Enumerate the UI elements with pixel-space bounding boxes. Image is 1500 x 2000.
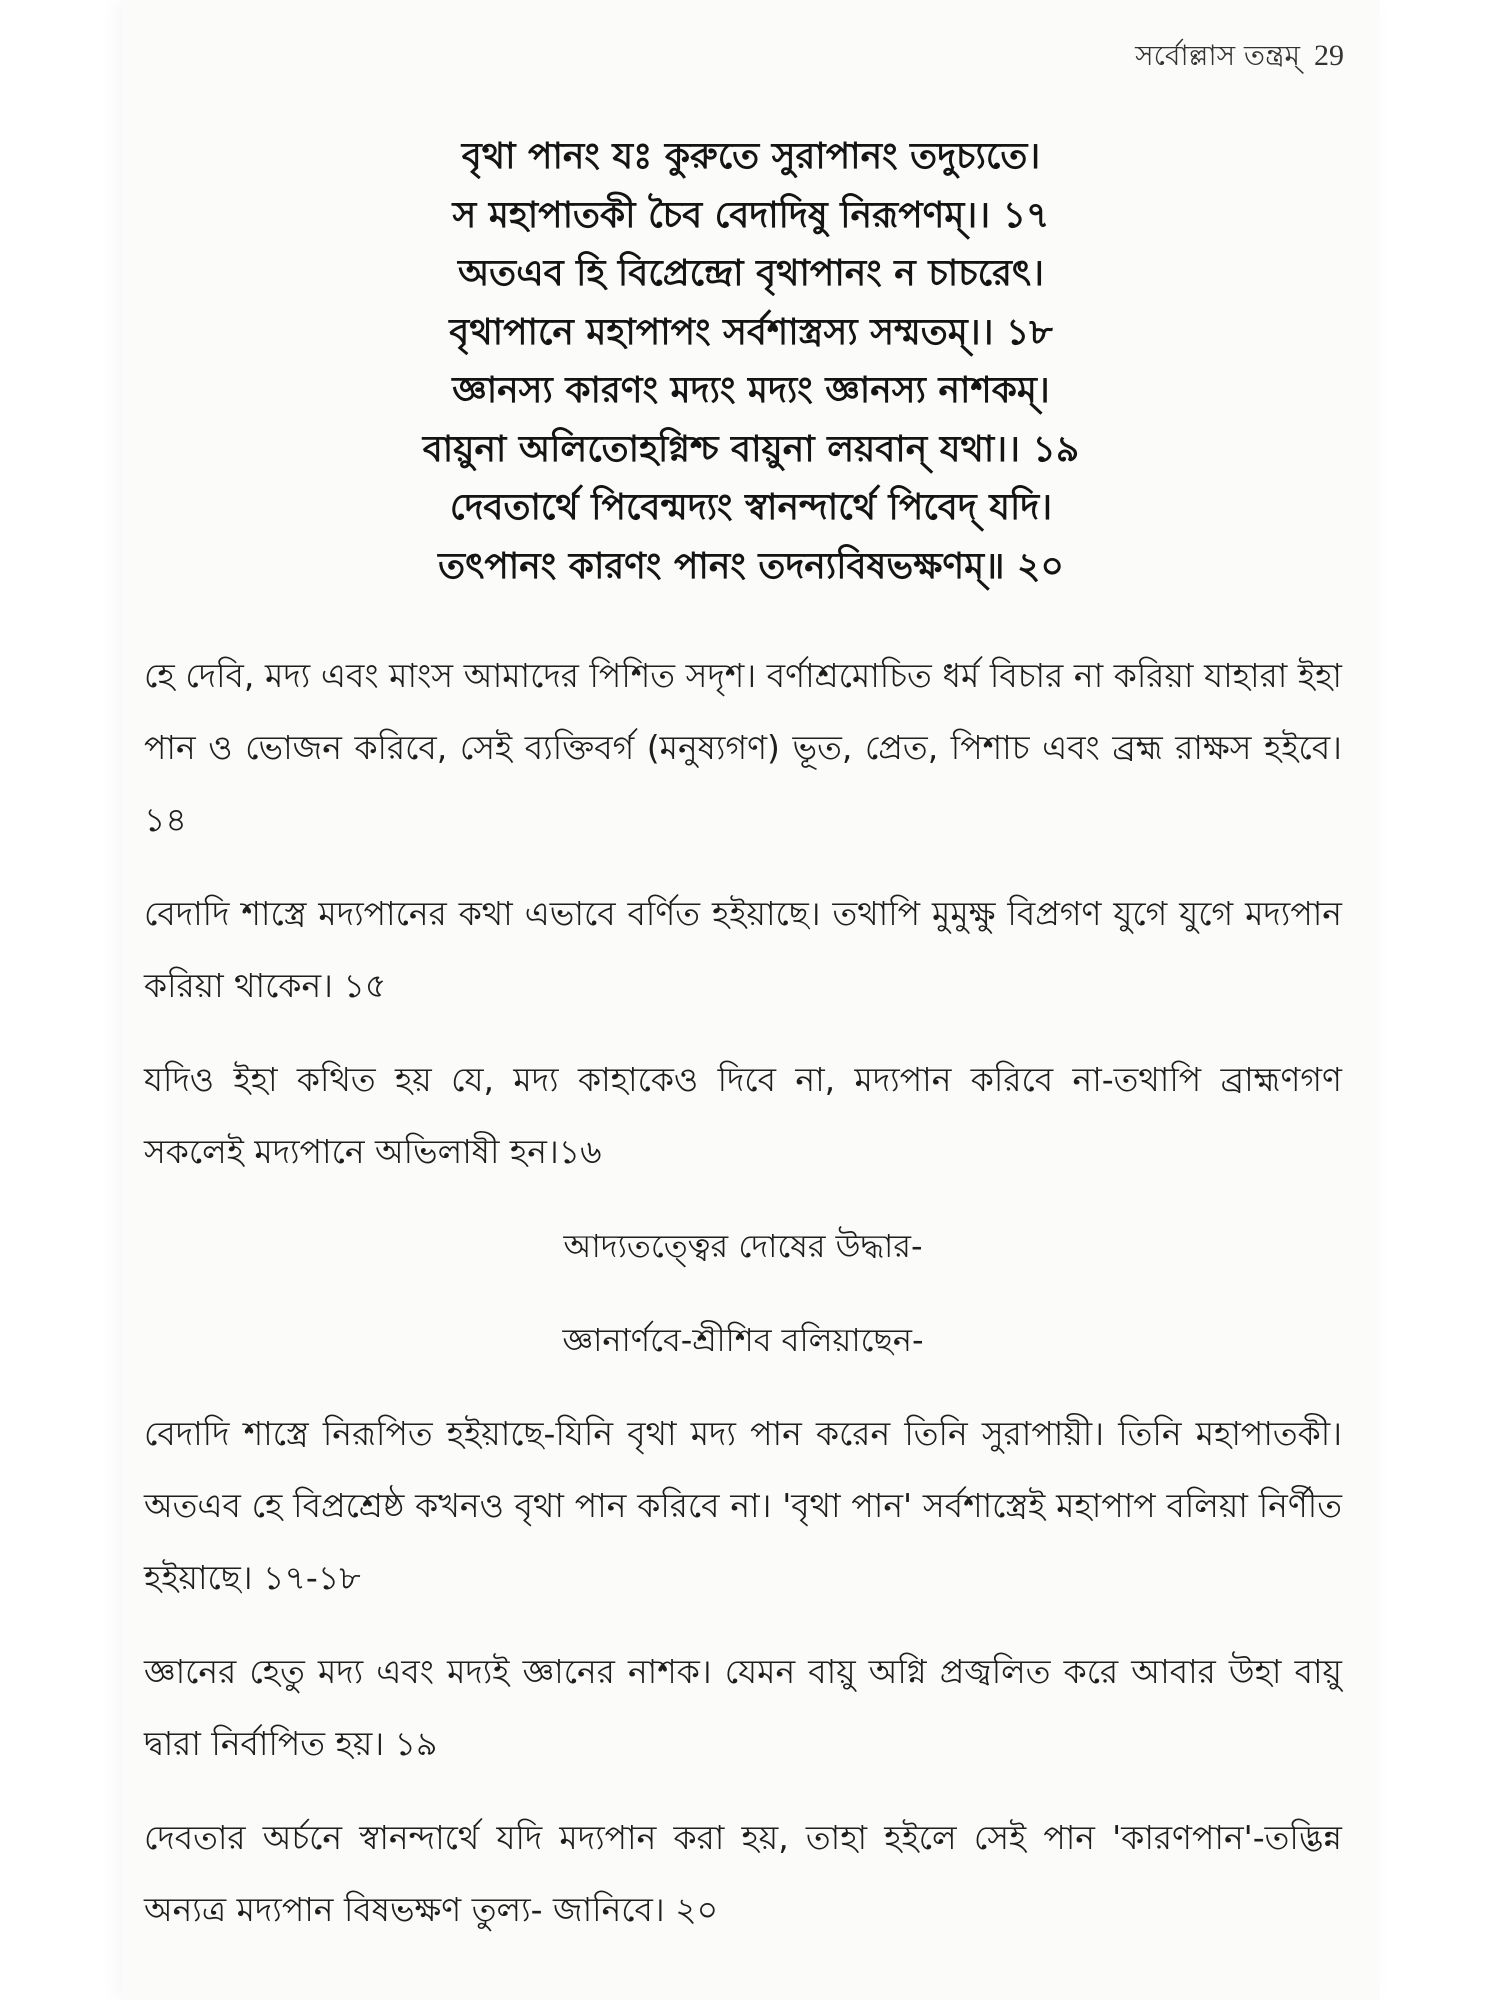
verse-line: বৃথা পানং যঃ কুরুতে সুরাপানং তদুচ্যতে। [461, 136, 1041, 177]
verse-line: বায়ুনা অলিতোহগ্নিশ্চ বায়ুনা লয়বান্ যথা।। ১৯ [422, 428, 1080, 470]
verse-line: দেবতার্থে পিবেন্মদ্যং স্বানন্দার্থে পিবেদ্ যদি। [449, 487, 1053, 528]
sanskrit-verses [122, 128, 1380, 596]
verse-line: স মহাপাতকী চৈব বেদাদিষু নিরূপণম্।। ১৭ [452, 194, 1050, 236]
paragraph-15: বেদাদি শাস্ত্রে মদ্যপানের কথা এভাবে বর্ণিত হইয়াছে। তথাপি মুমুক্ষু বিপ্রগণ যুগে যুগে মদ্যপান করিয়া থাকেন। ১৫ [144, 894, 1342, 1005]
paragraph-19: জ্ঞানের হেতু মদ্য এবং মদ্যই জ্ঞানের নাশক। যেমন বায়ু অগ্নি প্রজ্বলিত করে আবার উহা বায়ু দ্বারা নির্বাপিত হয়। ১৯ [144, 1652, 1342, 1763]
verse-line: জ্ঞানস্য কারণং মদ্যং মদ্যং জ্ঞানস্য নাশকম্। [452, 370, 1050, 411]
section-heading: আদ্যতত্ত্বের দোষের উদ্ধার- [563, 1227, 923, 1265]
verse-line: তৎপানং কারণং পানং তদন্যবিষভক্ষণম্॥ ২০ [438, 545, 1064, 587]
paragraph-14: হে দেবি, মদ্য এবং মাংস আমাদের পিশিত সদৃশ। বর্ণাশ্রমোচিত ধর্ম বিচার না করিয়া যাহারা ইহা পান ও ভোজন করিবে, সেই ব্যক্তিবর্গ (মনুষ্যগণ) ভূত, প্রেত, পিশাচ এবং ব্রহ্ম রাক্ষস হইবে।১৪ [144, 656, 1342, 839]
commentary [144, 640, 1342, 1968]
paragraph-20: দেবতার অর্চনে স্বানন্দার্থে যদি মদ্যপান করা হয়, তাহা হইলে সেই পান 'কারণপান'-তদ্ভিন্ন অন্যত্র মদ্যপান বিষভক্ষণ তুল্য- জানিবে। ২০ [144, 1818, 1342, 1929]
verse-line: অতএব হি বিপ্রেন্দ্রো বৃথাপানং ন চাচরেৎ। [458, 253, 1044, 294]
book-page [122, 0, 1380, 2000]
section-subheading: জ্ঞানার্ণবে-শ্রীশিব বলিয়াছেন- [562, 1321, 924, 1359]
running-header [1135, 34, 1344, 81]
header-title: সর্বোল্লাস তন্ত্রম্ [1135, 39, 1300, 72]
paragraph-16: যদিও ইহা কথিত হয় যে, মদ্য কাহাকেও দিবে না, মদ্যপান করিবে না-তথাপি ব্রাহ্মণগণ সকলেই মদ্যপানে অভিলাষী হন।১৬ [144, 1060, 1342, 1171]
paragraph-17-18: বেদাদি শাস্ত্রে নিরূপিত হইয়াছে-যিনি বৃথা মদ্য পান করেন তিনি সুরাপায়ী। তিনি মহাপাতকী। অতএব হে বিপ্রশ্রেষ্ঠ কখনও বৃথা পান করিবে না। 'বৃথা পান' সর্বশাস্ত্রেই মহাপাপ বলিয়া নির্ণীত হইয়াছে। ১৭-১৮ [144, 1414, 1342, 1597]
page-number: 29 [1314, 39, 1344, 72]
verse-line: বৃথাপানে মহাপাপং সর্বশাস্ত্রস্য সম্মতম্।। ১৮ [449, 311, 1053, 353]
